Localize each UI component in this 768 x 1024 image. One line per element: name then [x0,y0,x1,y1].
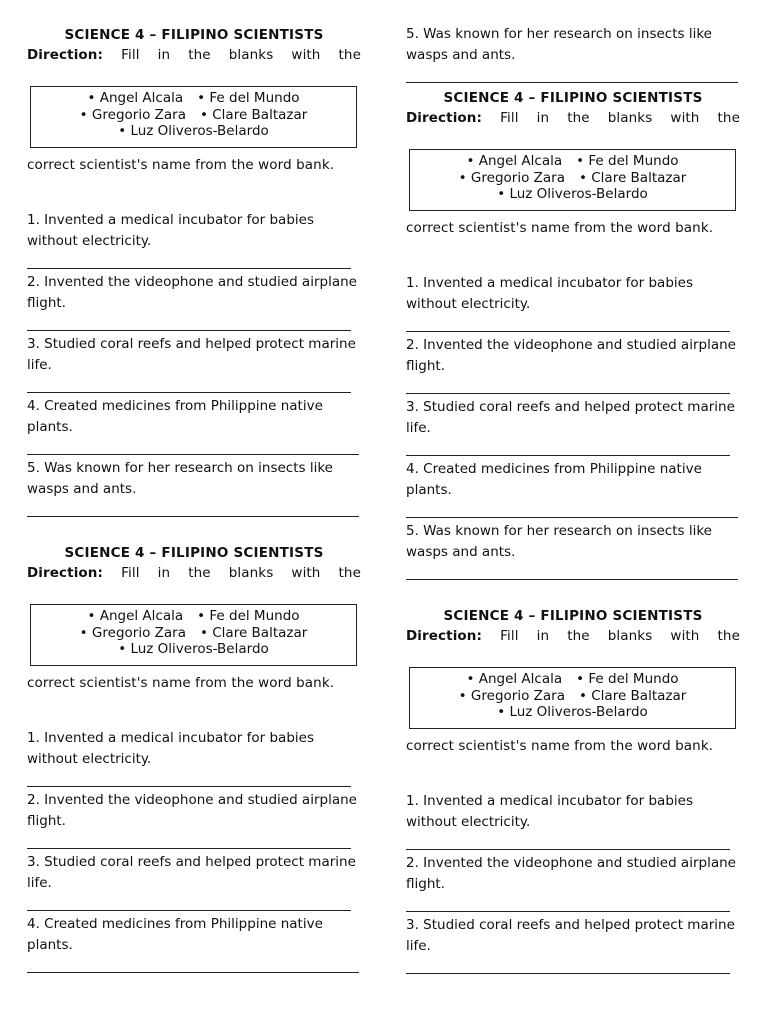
word-bank [30,86,357,148]
worksheet-title: SCIENCE 4 – FILIPINO SCIENTISTS [443,90,703,106]
answer-line[interactable] [406,849,730,850]
word-bank-item: • Luz Oliveros-Belardo [497,186,648,202]
direction-continuation: correct scientist's name from the word bank. [406,220,714,236]
word-bank-row [410,671,735,688]
word-bank-item: • Luz Oliveros-Belardo [118,641,269,657]
word-bank-item: • Clare Baltazar [199,624,308,641]
word-bank-row [31,107,356,124]
direction-label: Direction: [406,628,483,644]
worksheet-title: SCIENCE 4 – FILIPINO SCIENTISTS [64,27,324,43]
word-bank-item: • Clare Baltazar [199,106,308,123]
answer-line[interactable] [406,393,730,394]
direction-label: Direction: [27,565,104,581]
answer-line[interactable] [27,972,359,973]
question-5: 5. Was known for her research on insects like wasps and ants. [27,460,333,497]
word-bank-item: • Gregorio Zara [458,169,565,186]
question-3: 3. Studied coral reefs and helped protect marine life. [406,917,735,954]
word-bank [30,604,357,666]
question-1: 1. Invented a medical incubator for babies without electricity. [27,730,314,767]
question-3: 3. Studied coral reefs and helped protect marine life. [27,854,356,891]
question-2: 2. Invented the videophone and studied airplane flight. [27,274,357,311]
question-5: 5. Was known for her research on insects like wasps and ants. [406,523,712,560]
word-bank-row [410,153,735,170]
question-2: 2. Invented the videophone and studied airplane flight. [27,792,357,829]
word-bank-item: • Fe del Mundo [197,90,300,106]
answer-line[interactable] [406,331,730,332]
direction-continuation: correct scientist's name from the word bank. [406,738,714,754]
direction-line [27,563,361,584]
direction-continuation: correct scientist's name from the word bank. [27,157,335,173]
word-bank-item: • Angel Alcala [466,671,563,687]
direction-text: Fill in the blanks with the [500,110,740,126]
word-bank [409,149,736,211]
word-bank-item: • Angel Alcala [466,153,563,169]
word-bank-row [31,625,356,642]
word-bank-item: • Clare Baltazar [578,169,687,186]
answer-line[interactable] [27,516,359,517]
word-bank-item: • Gregorio Zara [79,106,186,123]
word-bank-item: • Luz Oliveros-Belardo [497,704,648,720]
question-1: 1. Invented a medical incubator for babies without electricity. [27,212,314,249]
question-1: 1. Invented a medical incubator for babies without electricity. [406,793,693,830]
answer-line[interactable] [406,517,738,518]
question-3: 3. Studied coral reefs and helped protect marine life. [406,399,735,436]
question-4: 4. Created medicines from Philippine native plants. [27,398,323,435]
word-bank-item: • Fe del Mundo [576,153,679,169]
word-bank-row [31,90,356,107]
word-bank [409,667,736,729]
word-bank-item: • Fe del Mundo [197,608,300,624]
question-4: 4. Created medicines from Philippine native plants. [406,461,702,498]
answer-line[interactable] [406,82,738,83]
direction-label: Direction: [27,47,104,63]
word-bank-row [31,123,356,140]
word-bank-item: • Clare Baltazar [578,687,687,704]
answer-line[interactable] [27,392,351,393]
question-4: 4. Created medicines from Philippine native plants. [27,916,323,953]
direction-line [27,45,361,66]
question-2: 2. Invented the videophone and studied airplane flight. [406,855,736,892]
word-bank-item: • Gregorio Zara [79,624,186,641]
direction-text: Fill in the blanks with the [500,628,740,644]
direction-line [406,626,740,647]
worksheet-title: SCIENCE 4 – FILIPINO SCIENTISTS [443,608,703,624]
word-bank-row [410,688,735,705]
question-1: 1. Invented a medical incubator for babies without electricity. [406,275,693,312]
word-bank-row [410,186,735,203]
answer-line[interactable] [27,454,359,455]
answer-line[interactable] [27,330,351,331]
answer-line[interactable] [406,579,738,580]
direction-text: Fill in the blanks with the [121,565,361,581]
word-bank-item: • Angel Alcala [87,608,184,624]
word-bank-row [31,641,356,658]
word-bank-item: • Angel Alcala [87,90,184,106]
direction-label: Direction: [406,110,483,126]
word-bank-row [410,704,735,721]
question-2: 2. Invented the videophone and studied airplane flight. [406,337,736,374]
question-3: 3. Studied coral reefs and helped protect marine life. [27,336,356,373]
question-5: 5. Was known for her research on insects like wasps and ants. [406,26,712,63]
direction-text: Fill in the blanks with the [121,47,361,63]
answer-line[interactable] [27,910,351,911]
word-bank-item: • Luz Oliveros-Belardo [118,123,269,139]
answer-line[interactable] [406,911,730,912]
word-bank-item: • Gregorio Zara [458,687,565,704]
word-bank-row [410,170,735,187]
answer-line[interactable] [27,848,351,849]
answer-line[interactable] [27,786,351,787]
answer-line[interactable] [406,973,730,974]
worksheet-title: SCIENCE 4 – FILIPINO SCIENTISTS [64,545,324,561]
direction-continuation: correct scientist's name from the word bank. [27,675,335,691]
answer-line[interactable] [406,455,730,456]
answer-line[interactable] [27,268,351,269]
direction-line [406,108,740,129]
word-bank-item: • Fe del Mundo [576,671,679,687]
word-bank-row [31,608,356,625]
